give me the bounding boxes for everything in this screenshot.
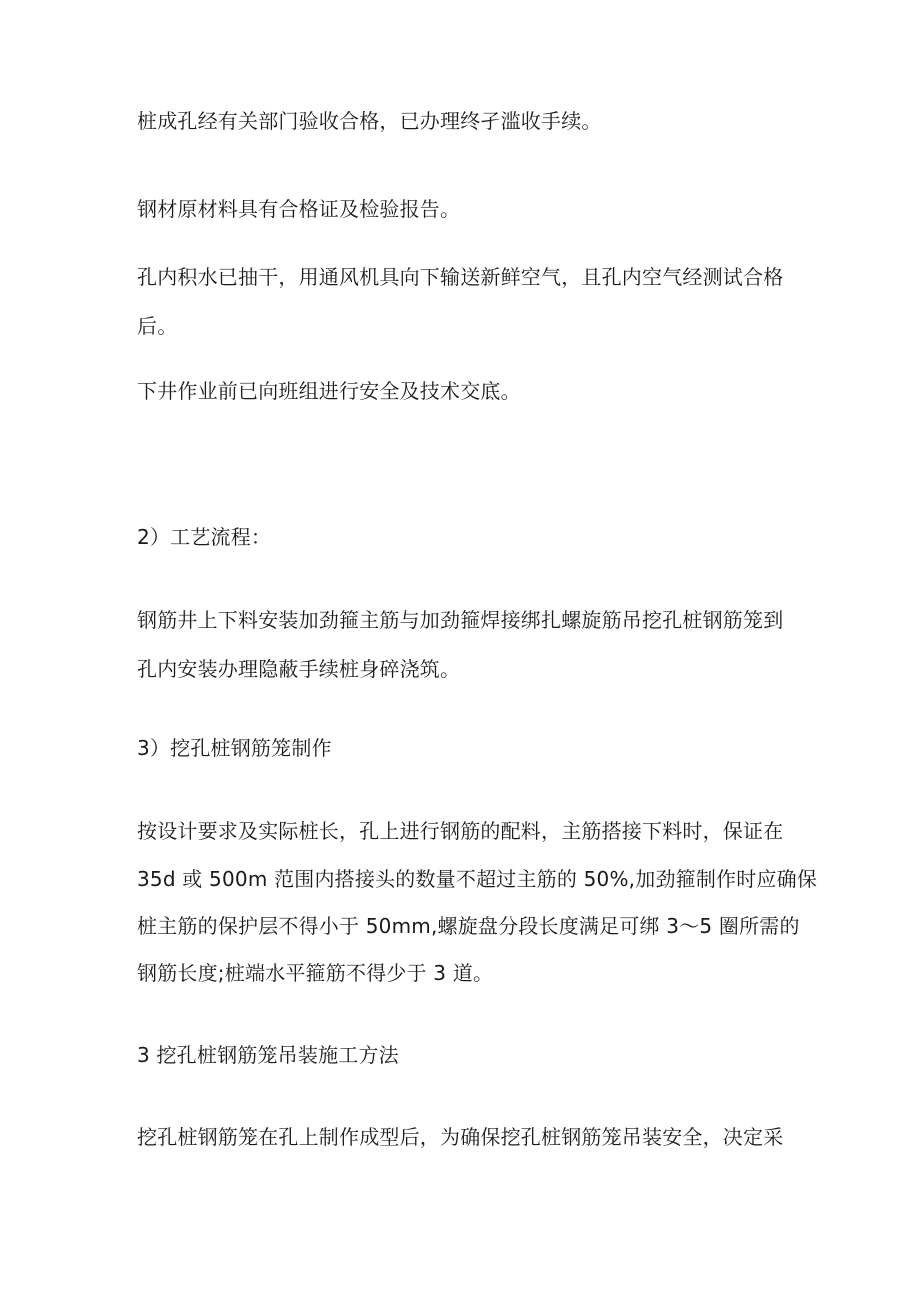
paragraph-process-steps-line-2: 孔内安装办理隐蔽手续桩身碎浇筑。 (137, 657, 461, 681)
paragraph-hoisting-line-1: 挖孔桩钢筋笼在孔上制作成型后，为确保挖孔桩钢筋笼吊装安全，决定采 (137, 1125, 784, 1149)
paragraph-ventilation-line-2: 后。 (137, 314, 178, 338)
paragraph-acceptance-line-1: 桩成孔经有关部门验收合格，已办理终孑滥收手续。 (137, 109, 602, 133)
heading-cage-fabrication: 3）挖孔桩钢筋笼制作 (137, 736, 332, 760)
heading-cage-hoisting-method: 3 挖孔桩钢筋笼吊装施工方法 (137, 1043, 399, 1067)
paragraph-cage-spec-line-3: 桩主筋的保护层不得小于 50mm,螺旋盘分段长度满足可绑 3～5 圈所需的 (137, 914, 800, 938)
paragraph-cage-spec-line-1: 按设计要求及实际桩长，孔上进行钢筋的配料，主筋搭接下料时，保证在 (137, 819, 784, 843)
paragraph-safety-briefing-line-1: 下井作业前已向班组进行安全及技术交底。 (137, 379, 521, 403)
paragraph-cage-spec-line-2: 35d 或 500m 范围内搭接头的数量不超过主筋的 50%,加劲箍制作时应确保 (137, 867, 818, 891)
paragraph-process-steps-line-1: 钢筋井上下料安装加劲箍主筋与加劲箍焊接绑扎螺旋筋吊挖孔桩钢筋笼到 (137, 608, 784, 632)
paragraph-steel-certificate-line-1: 钢材原材料具有合格证及检验报告。 (137, 197, 461, 221)
paragraph-cage-spec-line-4: 钢筋长度;桩端水平箍筋不得少于 3 道。 (137, 961, 494, 985)
heading-process-flow: 2）工艺流程： (137, 525, 272, 549)
paragraph-ventilation-line-1: 孔内积水已抽干，用通风机具向下输送新鲜空气，且孔内空气经测试合格 (137, 265, 784, 289)
